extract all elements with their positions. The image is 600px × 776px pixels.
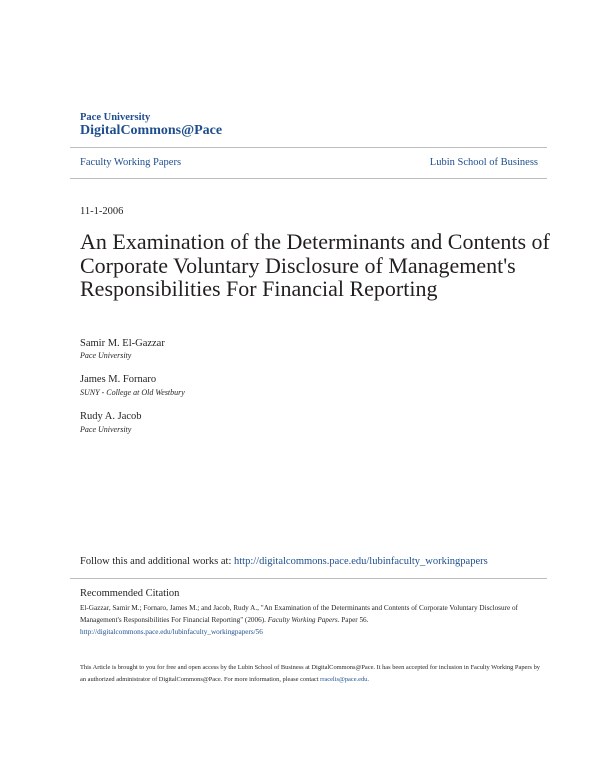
author-name: Samir M. El-Gazzar [80,338,165,349]
collection-link[interactable]: http://digitalcommons.pace.edu/lubinfaculty_workingpapers [234,556,488,567]
author-affiliation: SUNY - College at Old Westbury [80,388,185,397]
author-name: Rudy A. Jacob [80,411,142,422]
author-name: James M. Fornaro [80,374,157,385]
faculty-working-papers-link[interactable]: Faculty Working Papers [80,157,182,168]
divider-top [70,147,547,148]
lubin-school-link[interactable]: Lubin School of Business [429,157,538,168]
author-affiliation: Pace University [80,425,132,434]
follow-line [80,556,488,567]
paper-title: An Examination of the Determinants and Contents of Corporate Voluntary Disclosure of Management's Responsibilities For Financial Reporting [80,229,550,301]
citation-paper-number: . Paper 56. [337,616,369,624]
citation-series: Faculty Working Papers [267,616,338,624]
citation-url-link[interactable]: http://digitalcommons.pace.edu/lubinfaculty_workingpapers/56 [80,628,263,636]
notice-text: This Article is brought to you for free and open access by the Lubin School of Business at DigitalCommons@Pace. It has been accepted for inclusion in Faculty Working Papers by an authorized administrator of DigitalCommons@Pace. For more information, please contact [80,664,540,683]
recommended-citation-heading: Recommended Citation [80,588,180,599]
citation-text [80,602,540,638]
citation-body: El-Gazzar, Samir M.; Fornaro, James M.; and Jacob, Rudy A., "An Examination of the Determinants and Contents of Corporate Voluntary Disclosure of Management's Responsibilities For Financial Reporting" (2006). [80,604,518,624]
repository-name[interactable]: DigitalCommons@Pace [80,123,223,138]
institution-name: Pace University [80,112,151,123]
access-notice [80,662,542,686]
notice-end: . [367,676,369,683]
follow-prefix: Follow this and additional works at: [80,556,234,567]
divider-series [70,178,547,179]
author-affiliation: Pace University [80,351,132,360]
divider-citation [70,578,547,579]
publication-date: 11-1-2006 [80,206,124,217]
contact-email-link[interactable]: rracelis@pace.edu [320,676,368,683]
